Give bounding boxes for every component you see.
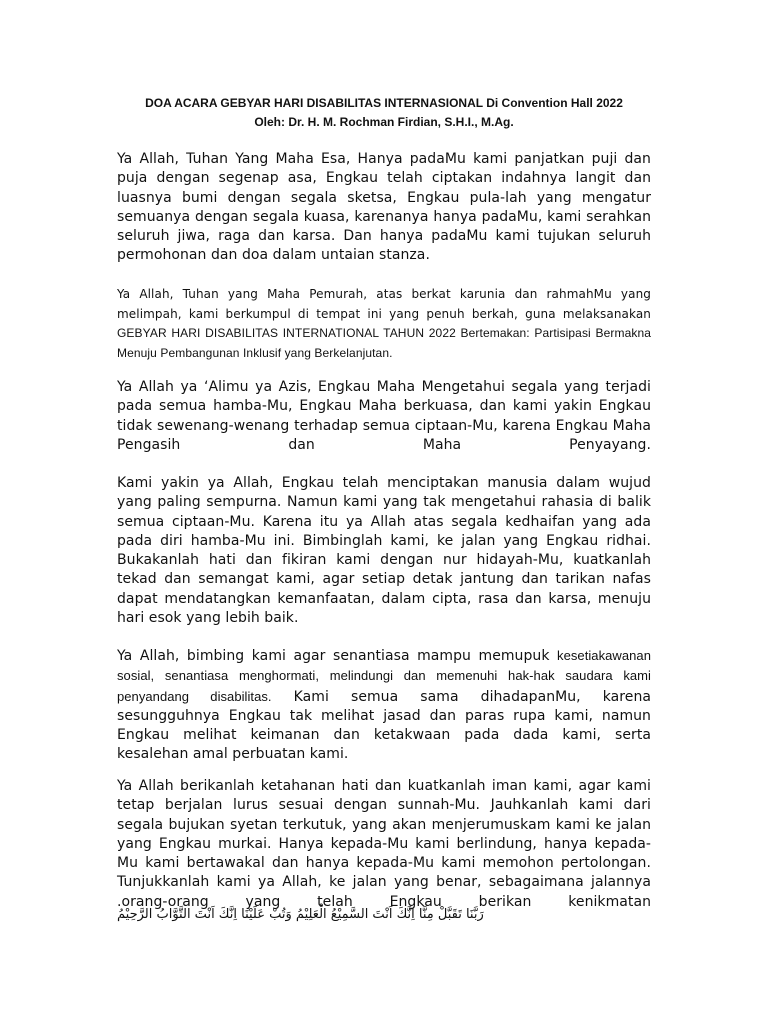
paragraph-guidance-solidarity: kesetiakawanan sosial, senantiasa menghormati, melindungi dan memenuhi hak-hak saudara kami penyandang disabilitas. [117,648,651,704]
paragraph-gathering [117,285,651,363]
paragraph-alimu: Ya Allah ya ‘Alimu ya Azis, Engkau Maha Mengetahui segala yang terjadi pada semua hamba-Mu, Engkau Maha berkuasa, dan kami yakin Engkau tidak sewenang-wenang terhadap semua ciptaan-Mu, karena Engkau Maha Pengasih dan Maha Penyayang. [117,379,651,453]
paragraph-guidance-closing: Kami semua sama dihadapanMu, karena sesungguhnya Engkau tak melihat jasad dan paras rupa kami, namun Engkau melihat keimanan dan ketakwaan pada dada kami, serta kesalehan amal perbuatan kami. [117,688,651,763]
paragraph-opening: Ya Allah, Tuhan Yang Maha Esa, Hanya padaMu kami panjatkan puji dan puja dengan segenap asa, Engkau telah ciptakan indahnya langit dan luasnya bumi dengan segala sketsa, Engkau pula-lah yang mengatur semuanya dengan segala kuasa, karenanya hanya padaMu, kami serahkan seluruh jiwa, raga dan karsa. Dan hanya padaMu kami tujukan seluruh permohonan dan doa dalam untaian stanza. [117,151,651,264]
paragraph-guidance-lead: Ya Allah, bimbing kami agar senantiasa mampu memupuk [117,648,550,664]
arabic-closing-prayer: رَبَّنَا تَقَبَّلْ مِنَّا اِنَّكَ اَنْتَ السَّمِيْعُ الْعَلِيْمُ وَتُبْ عَلَيْنَا اِنَّكَ اَنْتَ التَّوَّابُ الرَّحِيْمُ [117,907,484,922]
paragraph-guidance [117,646,651,765]
document-author: Oleh: Dr. H. M. Rochman Firdian, S.H.I., M.Ag. [254,115,514,129]
document-title: DOA ACARA GEBYAR HARI DISABILITAS INTERNASIONAL Di Convention Hall 2022 [145,96,623,110]
paragraph-strength: Ya Allah berikanlah ketahanan hati dan kuatkanlah iman kami, agar kami tetap berjalan lurus sesuai dengan sunnah-Mu. Jauhkanlah kami dari segala bujukan syetan terkutuk, yang akan menjerumuskam kami ke jalan yang Engkau murkai. Hanya kepada-Mu kami berlindung, hanya kepada-Mu kami bertawakal dan hanya kepada-Mu kami memohon pertolongan. Tunjukkanlah kami ya Allah, ke jalan yang benar, sebagaimana jalannya .orang-orang yang telah Engkau berikan kenikmatan [117,778,651,910]
event-theme-text: GEBYAR HARI DISABILITAS INTERNATIONAL TAHUN 2022 Bertemakan: Partisipasi Bermakna Menuju Pembangunan Inklusif yang Berkelanjutan. [117,326,651,360]
paragraph-gathering-text: Ya Allah, Tuhan yang Maha Pemurah, atas berkat karunia dan rahmahMu yang melimpah, kami berkumpul di tempat ini yang penuh berkah, guna melaksanakan [117,287,651,321]
paragraph-creation: Kami yakin ya Allah, Engkau telah menciptakan manusia dalam wujud yang paling sempurna. Namun kami yang tak mengetahui rahasia di balik semua ciptaan-Mu. Karena itu ya Allah atas segala kedhaifan yang ada pada diri hamba-Mu ini. Bimbinglah kami, ke jalan yang Engkau ridhai. Bukakanlah hati dan fikiran kami dengan nur hidayah-Mu, kuatkanlah tekad dan semangat kami, agar setiap detak jantung dan tarikan nafas dapat mendatangkan kemanfaatan, dalam cipta, rasa dan karsa, menuju hari esok yang lebih baik. [117,475,651,627]
